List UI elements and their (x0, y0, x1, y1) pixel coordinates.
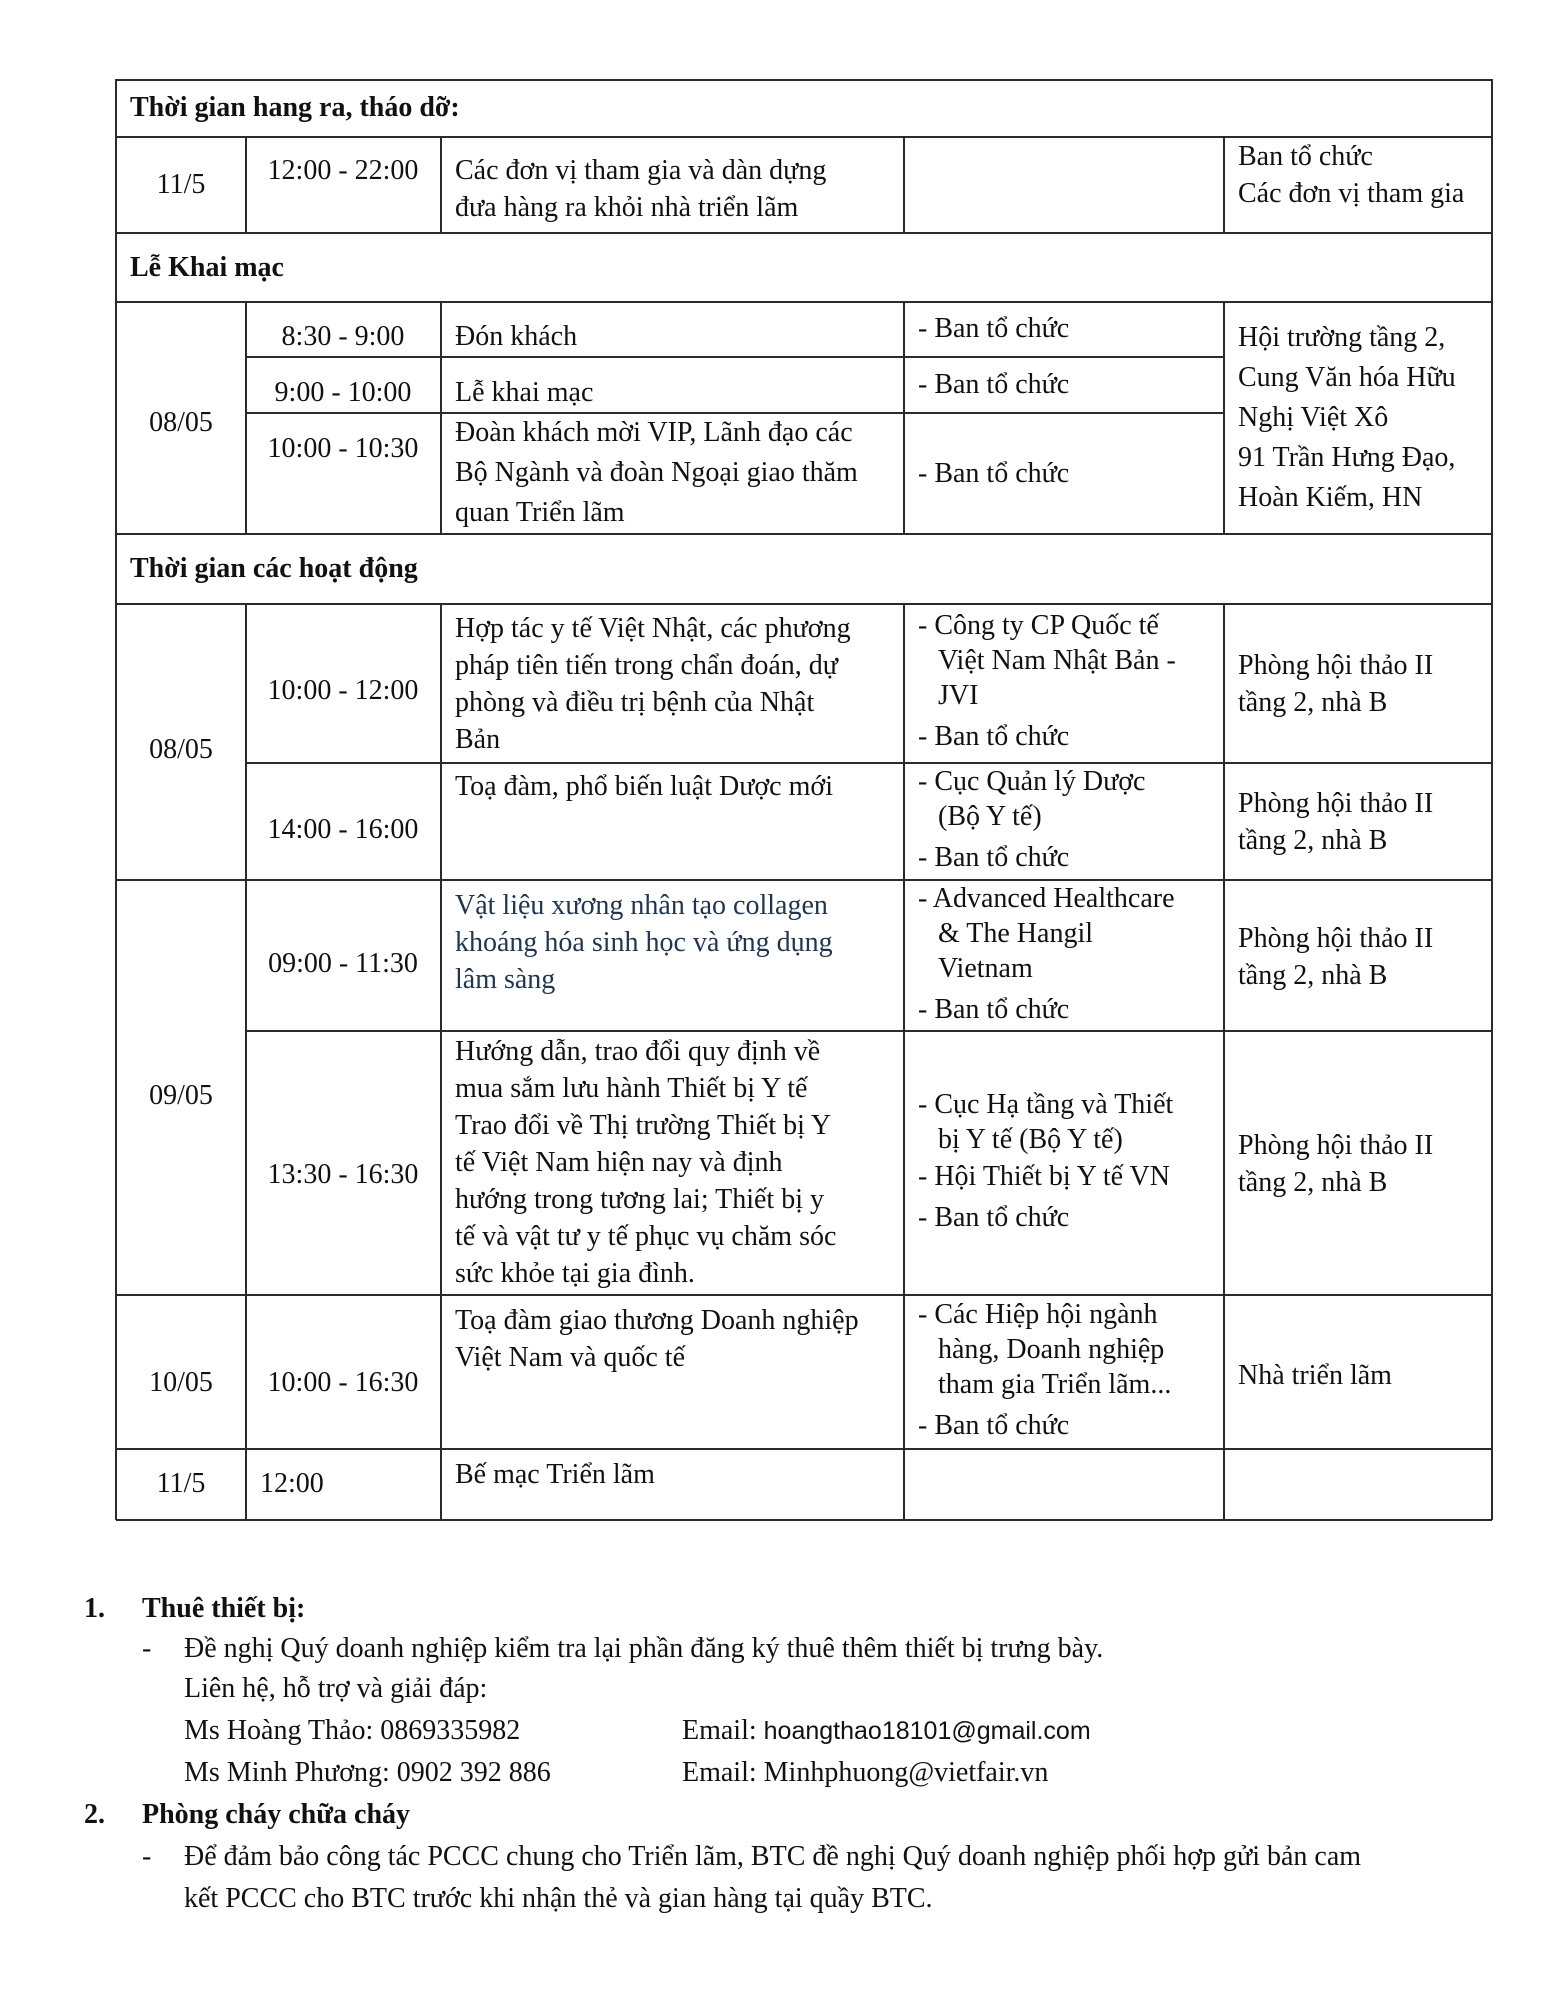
section-title-khai-mac: Lễ Khai mạc (130, 252, 284, 283)
note-line: Liên hệ, hỗ trợ và giải đáp: (184, 1673, 488, 1704)
time-cell: 12:00 - 22:00 (267, 155, 419, 186)
note-number: 1. (84, 1593, 105, 1624)
email-label: Email: (682, 1757, 757, 1788)
section-title-hang-ra: Thời gian hang ra, tháo dỡ: (130, 92, 460, 123)
date-cell: 11/5 (156, 169, 206, 200)
location-cell: Nhà triển lãm (1238, 1360, 1392, 1391)
organizer-line: Việt Nam Nhật Bản - (938, 645, 1176, 676)
col-divider (1223, 136, 1225, 232)
date-cell: 08/05 (149, 407, 213, 438)
activity-line: Bản (455, 724, 501, 755)
section-title-hoat-dong: Thời gian các hoạt động (130, 553, 418, 584)
email-link[interactable]: hoangthao18101@gmail.com (763, 1717, 1091, 1745)
note-line: kết PCCC cho BTC trước khi nhận thẻ và gian hàng tại quầy BTC. (184, 1883, 933, 1914)
organizer-cell (918, 1297, 1171, 1443)
location-line: Phòng hội thảo II (1238, 788, 1434, 819)
table-divider (116, 232, 1492, 234)
organizer-line: bị Y tế (Bộ Y tế) (938, 1124, 1123, 1155)
date-cell: 11/5 (156, 1468, 206, 1499)
bullet-dash: - (142, 1841, 152, 1872)
contact-email (682, 1754, 1048, 1792)
activity-line: Bộ Ngành và đoàn Ngoại giao thăm (455, 457, 858, 488)
table-divider (116, 533, 1492, 535)
activity-line: tế Việt Nam hiện nay và định (455, 1147, 783, 1178)
organizer-line: - Ban tổ chức (918, 1410, 1070, 1441)
organizer-cell (918, 764, 1146, 875)
col-divider (440, 136, 442, 232)
organizer-cell (918, 1087, 1173, 1235)
table-divider (116, 1448, 1492, 1450)
activity-cell: Lễ khai mạc (455, 377, 594, 408)
location-line: tầng 2, nhà B (1238, 960, 1388, 991)
time-cell: 10:00 - 10:30 (267, 433, 419, 464)
col-divider (1223, 603, 1225, 1519)
activity-line: mua sắm lưu hành Thiết bị Y tế (455, 1073, 808, 1104)
col-divider (1223, 301, 1225, 533)
table-divider (116, 301, 1492, 303)
contact-email (682, 1712, 1091, 1750)
time-cell: 13:30 - 16:30 (267, 1159, 419, 1190)
time-cell: 09:00 - 11:30 (268, 948, 418, 979)
activity-line: Trao đổi về Thị trường Thiết bị Y (455, 1110, 832, 1141)
table-border-top (116, 79, 1492, 81)
location-cell (1238, 785, 1433, 859)
activity-line: lâm sàng (455, 964, 556, 995)
location-cell (1238, 138, 1464, 212)
time-cell: 14:00 - 16:00 (267, 814, 419, 845)
organizer-line: - Cục Quản lý Dược (918, 766, 1146, 797)
col-divider (440, 603, 442, 1519)
organizer-cell: - Ban tổ chức (918, 313, 1070, 344)
table-divider (246, 1030, 1492, 1032)
activity-line: Việt Nam và quốc tế (455, 1342, 686, 1373)
activity-cell (455, 1302, 859, 1376)
organizer-line: tham gia Triển lãm... (938, 1369, 1172, 1400)
location-cell (1238, 920, 1433, 994)
table-border-left (115, 79, 117, 1520)
table-border-bottom (116, 1519, 1492, 1521)
organizer-line: - Các Hiệp hội ngành (918, 1299, 1158, 1330)
organizer-line: JVI (938, 680, 979, 711)
activity-line: Hợp tác y tế Việt Nhật, các phương (455, 613, 851, 644)
table-divider (246, 762, 1492, 764)
organizer-line: - Ban tổ chức (918, 842, 1070, 873)
activity-cell (455, 610, 851, 758)
note-title: Phòng cháy chữa cháy (142, 1799, 411, 1830)
organizer-line: hàng, Doanh nghiệp (938, 1334, 1165, 1365)
location-line: Nghị Việt Xô (1238, 402, 1389, 433)
organizer-line: - Cục Hạ tầng và Thiết (918, 1089, 1174, 1120)
contact-name: Ms Hoàng Thảo: 0869335982 (184, 1715, 521, 1746)
organizer-cell (918, 608, 1176, 754)
location-line: tầng 2, nhà B (1238, 825, 1388, 856)
activity-cell (455, 413, 858, 533)
note-number: 2. (84, 1799, 105, 1830)
location-cell (1238, 1127, 1433, 1201)
activity-line: hướng trong tương lai; Thiết bị y (455, 1184, 824, 1215)
organizer-line: & The Hangil (938, 918, 1094, 949)
activity-line: đưa hàng ra khỏi nhà triển lãm (455, 192, 799, 223)
note-title: Thuê thiết bị: (142, 1593, 306, 1624)
table-divider (116, 879, 1492, 881)
location-line: Hoàn Kiếm, HN (1238, 482, 1423, 513)
activity-line: Toạ đàm giao thương Doanh nghiệp (455, 1305, 859, 1336)
organizer-line: - Advanced Healthcare (918, 883, 1175, 914)
activity-cell: Toạ đàm, phổ biến luật Dược mới (455, 771, 833, 802)
col-divider (903, 301, 905, 533)
organizer-cell (918, 881, 1175, 1027)
location-line: tầng 2, nhà B (1238, 687, 1388, 718)
bullet-dash: - (142, 1633, 152, 1664)
time-cell: 10:00 - 12:00 (267, 675, 419, 706)
note-line: Đề nghị Quý doanh nghiệp kiểm tra lại phần đăng ký thuê thêm thiết bị trưng bày. (184, 1633, 1104, 1664)
col-divider (903, 603, 905, 1519)
location-line: 91 Trần Hưng Đạo, (1238, 442, 1456, 473)
activity-line: phòng và điều trị bệnh của Nhật (455, 687, 815, 718)
activity-line: tế và vật tư y tế phục vụ chăm sóc (455, 1221, 837, 1252)
contact-name: Ms Minh Phương: 0902 392 886 (184, 1757, 551, 1788)
activity-line: quan Triển lãm (455, 497, 625, 528)
date-cell: 09/05 (149, 1080, 213, 1111)
time-cell: 8:30 - 9:00 (281, 321, 405, 352)
activity-line: Hướng dẫn, trao đổi quy định về (455, 1036, 821, 1067)
location-line: Phòng hội thảo II (1238, 1130, 1434, 1161)
location-line: tầng 2, nhà B (1238, 1167, 1388, 1198)
activity-cell: Bế mạc Triển lãm (455, 1459, 655, 1490)
activity-line: sức khỏe tại gia đình. (455, 1258, 695, 1289)
time-cell: 10:00 - 16:30 (267, 1367, 419, 1398)
organizer-line: - Ban tổ chức (918, 721, 1070, 752)
organizer-line: Vietnam (938, 953, 1033, 984)
location-line: Phòng hội thảo II (1238, 923, 1434, 954)
table-divider (116, 603, 1492, 605)
activity-line: Vật liệu xương nhân tạo collagen (455, 890, 828, 921)
email-link[interactable]: Minhphuong@vietfair.vn (763, 1757, 1049, 1788)
table-divider (246, 356, 1223, 358)
location-line: Các đơn vị tham gia (1238, 178, 1465, 209)
date-cell: 10/05 (149, 1367, 213, 1398)
organizer-line: - Ban tổ chức (918, 994, 1070, 1025)
note-line: Để đảm bảo công tác PCCC chung cho Triển lãm, BTC đề nghị Quý doanh nghiệp phối hợp gửi bản cam (184, 1841, 1362, 1872)
activity-cell: Đón khách (455, 321, 578, 352)
date-cell: 08/05 (149, 734, 213, 765)
location-cell (1238, 318, 1456, 518)
email-label: Email: (682, 1715, 757, 1746)
table-border-right (1491, 79, 1493, 1520)
organizer-cell: - Ban tổ chức (918, 369, 1070, 400)
location-line: Hội trường tầng 2, (1238, 322, 1446, 353)
location-line: Ban tổ chức (1238, 141, 1373, 172)
activity-cell (455, 887, 833, 998)
organizer-line: - Hội Thiết bị Y tế VN (918, 1161, 1170, 1192)
activity-cell (455, 152, 826, 226)
activity-line: Các đơn vị tham gia và dàn dựng (455, 155, 827, 186)
activity-cell (455, 1033, 836, 1292)
organizer-line: (Bộ Y tế) (938, 801, 1042, 832)
activity-line: khoáng hóa sinh học và ứng dụng (455, 927, 833, 958)
table-divider (116, 1294, 1492, 1296)
organizer-cell: - Ban tổ chức (918, 458, 1070, 489)
organizer-line: - Công ty CP Quốc tế (918, 610, 1159, 641)
activity-line: pháp tiên tiến trong chẩn đoán, dự (455, 650, 838, 681)
time-cell: 9:00 - 10:00 (274, 377, 412, 408)
col-divider (903, 136, 905, 232)
time-cell: 12:00 (260, 1468, 324, 1499)
organizer-line: - Ban tổ chức (918, 1202, 1070, 1233)
location-cell (1238, 647, 1433, 721)
location-line: Cung Văn hóa Hữu (1238, 362, 1456, 393)
activity-line: Đoàn khách mời VIP, Lãnh đạo các (455, 417, 853, 448)
col-divider (440, 301, 442, 533)
location-line: Phòng hội thảo II (1238, 650, 1434, 681)
